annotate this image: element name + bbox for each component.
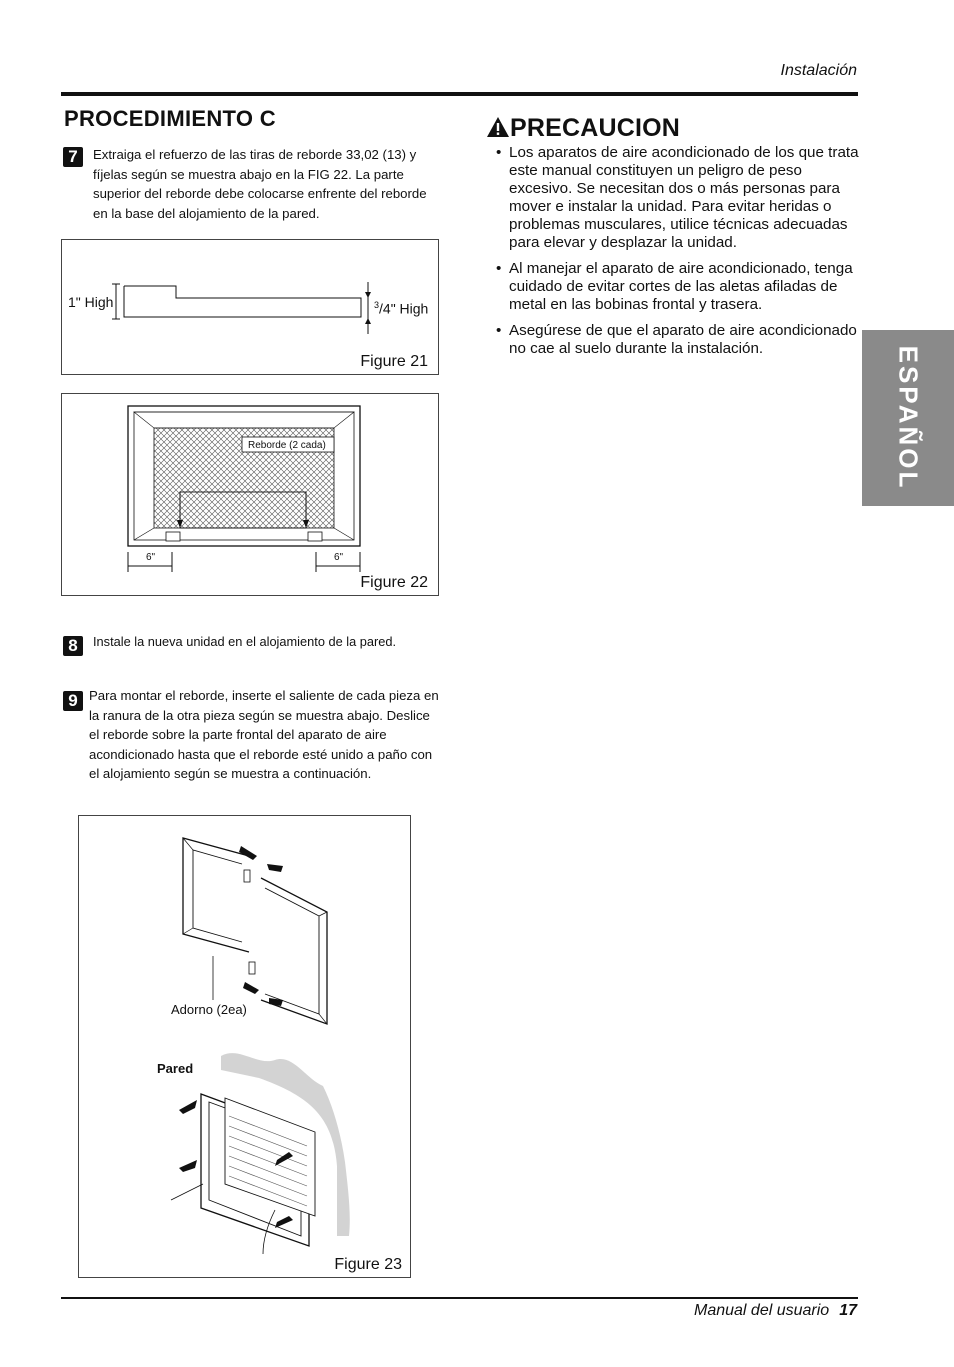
bottom-divider [61, 1297, 858, 1299]
figure-21-caption: Figure 21 [360, 353, 428, 370]
language-tab [862, 330, 954, 506]
step-7-badge: 7 [63, 147, 83, 167]
step-7-text: Extraiga el refuerzo de las tiras de reborde 33,02 (13) y fíjelas según se muestra abajo en la FIG 22. La parte superior del reborde debe colocarse enfrente del reborde en la base del alojamiento de la pared. [93, 147, 427, 221]
caution-bullet-1: • Los aparatos de aire acondicionado de los que trata este manual constituyen un peligro de peso excesivo. Se necesitan dos o más personas para mover e instalar la unidad. Para evitar heridas o problemas musculares, utilice técnicas adecuadas para elevar y desplazar la unidad. [496, 144, 861, 252]
figure-23-label-adorno: Adorno (2ea) [171, 1002, 247, 1017]
figure-22-dim-left: 6" [146, 552, 156, 563]
figure-23 [78, 815, 411, 1278]
page-footer [694, 1302, 857, 1320]
caution-title: PRECAUCION [510, 114, 681, 142]
figure-22-dim-right: 6" [334, 552, 344, 563]
top-divider [61, 92, 858, 96]
figure-23-caption: Figure 23 [334, 1256, 402, 1273]
figure-23-drawing [79, 816, 410, 1277]
section-header: Instalación [780, 62, 857, 79]
step-8-text: Instale la nueva unidad en el alojamiento de la pared. [93, 634, 397, 649]
procedure-title: PROCEDIMIENTO C [64, 106, 276, 131]
figure-22 [61, 393, 439, 596]
figure-22-caption: Figure 22 [360, 574, 428, 591]
figure-21-label-right-text: /4" High [379, 300, 429, 317]
footer-manual-name: Manual del usuario [694, 1302, 830, 1319]
language-tab-label: ESPAÑOL [893, 345, 924, 491]
step-9-text: Para montar el reborde, inserte el saliente de cada pieza en la ranura de la otra pieza según se muestra abajo. Deslice el reborde sobre la parte frontal del aparato de aire acondicionado hasta que el reborde esté unido a paño con el alojamiento según se muestra a continuación. [89, 688, 439, 782]
figure-21-label-right [374, 300, 428, 317]
figure-21 [61, 239, 439, 375]
caution-list [496, 144, 861, 366]
page-number: 17 [839, 1302, 857, 1319]
figure-22-drawing [62, 394, 438, 595]
figure-22-label-reborde: Reborde (2 cada) [248, 440, 326, 451]
caution-bullet-3: • Asegúrese de que el aparato de aire acondicionado no cae al suelo durante la instalación. [496, 322, 861, 358]
step-9-badge: 9 [63, 691, 83, 711]
caution-heading [486, 114, 680, 143]
figure-23-label-pared: Pared [157, 1061, 194, 1076]
warning-icon [486, 116, 510, 138]
step-8-badge: 8 [63, 636, 83, 656]
figure-21-label-left: 1" High [68, 294, 114, 310]
caution-bullet-2: • Al manejar el aparato de aire acondicionado, tenga cuidado de evitar cortes de las aletas afiladas de metal en las bobinas frontal y trasera. [496, 260, 861, 314]
figure-21-label-right-sup: 3 [374, 300, 380, 310]
